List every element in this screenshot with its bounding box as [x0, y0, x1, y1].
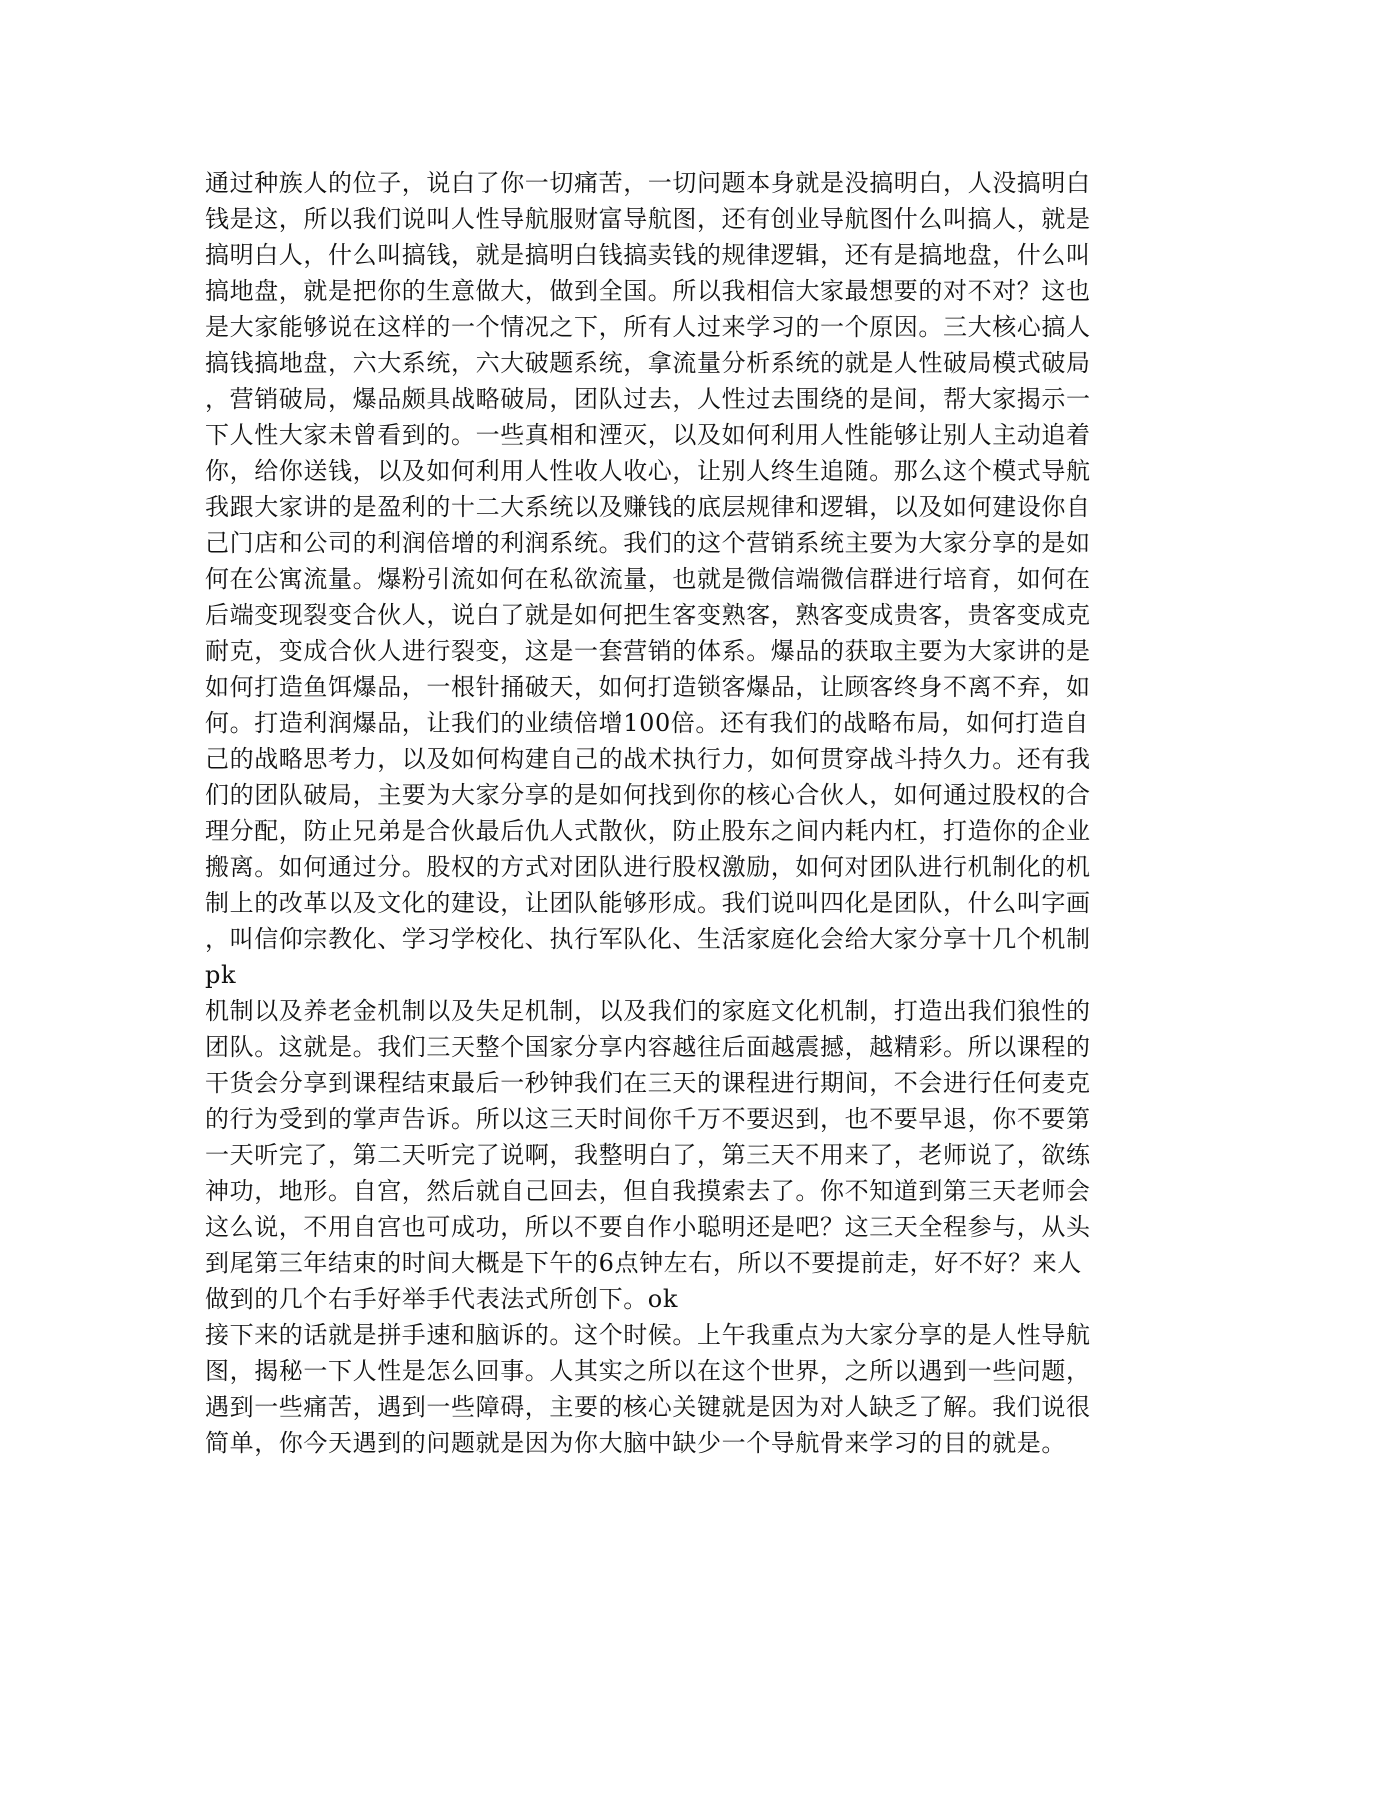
text-line: 图，揭秘一下人性是怎么回事。人其实之所以在这个世界，之所以遇到一些问题， [205, 1357, 1091, 1385]
text-line: 们的团队破局，主要为大家分享的是如何找到你的核心合伙人，如何通过股权的合 [205, 781, 1091, 809]
text-line: 你，给你送钱，以及如何利用人性收人收心，让别人终生追随。那么这个模式导航 [205, 457, 1091, 485]
text-line: 是大家能够说在这样的一个情况之下，所有人过来学习的一个原因。三大核心搞人 [205, 313, 1091, 341]
text-line: 耐克，变成合伙人进行裂变，这是一套营销的体系。爆品的获取主要为大家讲的是 [205, 637, 1091, 665]
text-line: 团队。这就是。我们三天整个国家分享内容越往后面越震撼，越精彩。所以课程的 [205, 1033, 1091, 1061]
text-line: 后端变现裂变合伙人，说白了就是如何把生客变熟客，熟客变成贵客，贵客变成克 [205, 601, 1091, 629]
text-line: 机制以及养老金机制以及失足机制，以及我们的家庭文化机制，打造出我们狼性的 [205, 997, 1091, 1025]
text-line: 理分配，防止兄弟是合伙最后仇人式散伙，防止股东之间内耗内杠，打造你的企业 [205, 817, 1091, 845]
text-line: 的行为受到的掌声告诉。所以这三天时间你千万不要迟到，也不要早退，你不要第 [205, 1105, 1091, 1133]
text-line: 遇到一些痛苦，遇到一些障碍，主要的核心关键就是因为对人缺乏了解。我们说很 [205, 1393, 1091, 1421]
text-line: 我跟大家讲的是盈利的十二大系统以及赚钱的底层规律和逻辑，以及如何建设你自 [205, 493, 1091, 521]
text-line: pk [205, 961, 237, 989]
text-line: 何在公寓流量。爆粉引流如何在私欲流量，也就是微信端微信群进行培育，如何在 [205, 565, 1091, 593]
text-line: 通过种族人的位子，说白了你一切痛苦，一切问题本身就是没搞明白，人没搞明白 [205, 169, 1091, 197]
text-line: 钱是这，所以我们说叫人性导航服财富导航图，还有创业导航图什么叫搞人，就是 [205, 205, 1091, 233]
text-line: 搞明白人，什么叫搞钱，就是搞明白钱搞卖钱的规律逻辑，还有是搞地盘，什么叫 [205, 241, 1091, 269]
text-line: 搞钱搞地盘，六大系统，六大破题系统，拿流量分析系统的就是人性破局模式破局 [205, 349, 1091, 377]
text-line: 神功，地形。自宫，然后就自己回去，但自我摸索去了。你不知道到第三天老师会 [205, 1177, 1091, 1205]
text-line: ，营销破局，爆品颇具战略破局，团队过去，人性过去围绕的是间，帮大家揭示一 [205, 385, 1091, 413]
text-line: 如何打造鱼饵爆品，一根针捅破天，如何打造锁客爆品，让顾客终身不离不弃，如 [205, 673, 1091, 701]
text-line: 到尾第三年结束的时间大概是下午的6点钟左右，所以不要提前走，好不好？来人 [205, 1249, 1082, 1277]
text-line: 己门店和公司的利润倍增的利润系统。我们的这个营销系统主要为大家分享的是如 [205, 529, 1091, 557]
text-line: ，叫信仰宗教化、学习学校化、执行军队化、生活家庭化会给大家分享十几个机制 [205, 925, 1091, 953]
text-line: 简单，你今天遇到的问题就是因为你大脑中缺少一个导航骨来学习的目的就是。 [205, 1429, 1066, 1457]
text-line: 接下来的话就是拼手速和脑诉的。这个时候。上午我重点为大家分享的是人性导航 [205, 1321, 1091, 1349]
text-line: 干货会分享到课程结束最后一秒钟我们在三天的课程进行期间，不会进行任何麦克 [205, 1069, 1091, 1097]
text-line: 制上的改革以及文化的建设，让团队能够形成。我们说叫四化是团队，什么叫字画 [205, 889, 1091, 917]
text-line: 搬离。如何通过分。股权的方式对团队进行股权激励，如何对团队进行机制化的机 [205, 853, 1091, 881]
text-line: 这么说，不用自宫也可成功，所以不要自作小聪明还是吧？这三天全程参与，从头 [205, 1213, 1091, 1241]
text-line: 己的战略思考力，以及如何构建自己的战术执行力，如何贯穿战斗持久力。还有我 [205, 745, 1091, 773]
text-line: 做到的几个右手好举手代表法式所创下。ok [205, 1285, 678, 1313]
text-line: 一天听完了，第二天听完了说啊，我整明白了，第三天不用来了，老师说了，欲练 [205, 1141, 1091, 1169]
text-line: 下人性大家未曾看到的。一些真相和湮灭，以及如何利用人性能够让别人主动追着 [205, 421, 1091, 449]
text-line: 何。打造利润爆品，让我们的业绩倍增100倍。还有我们的战略布局，如何打造自 [205, 709, 1090, 737]
text-line: 搞地盘，就是把你的生意做大，做到全国。所以我相信大家最想要的对不对？这也 [205, 277, 1091, 305]
document-body [205, 165, 1205, 1461]
